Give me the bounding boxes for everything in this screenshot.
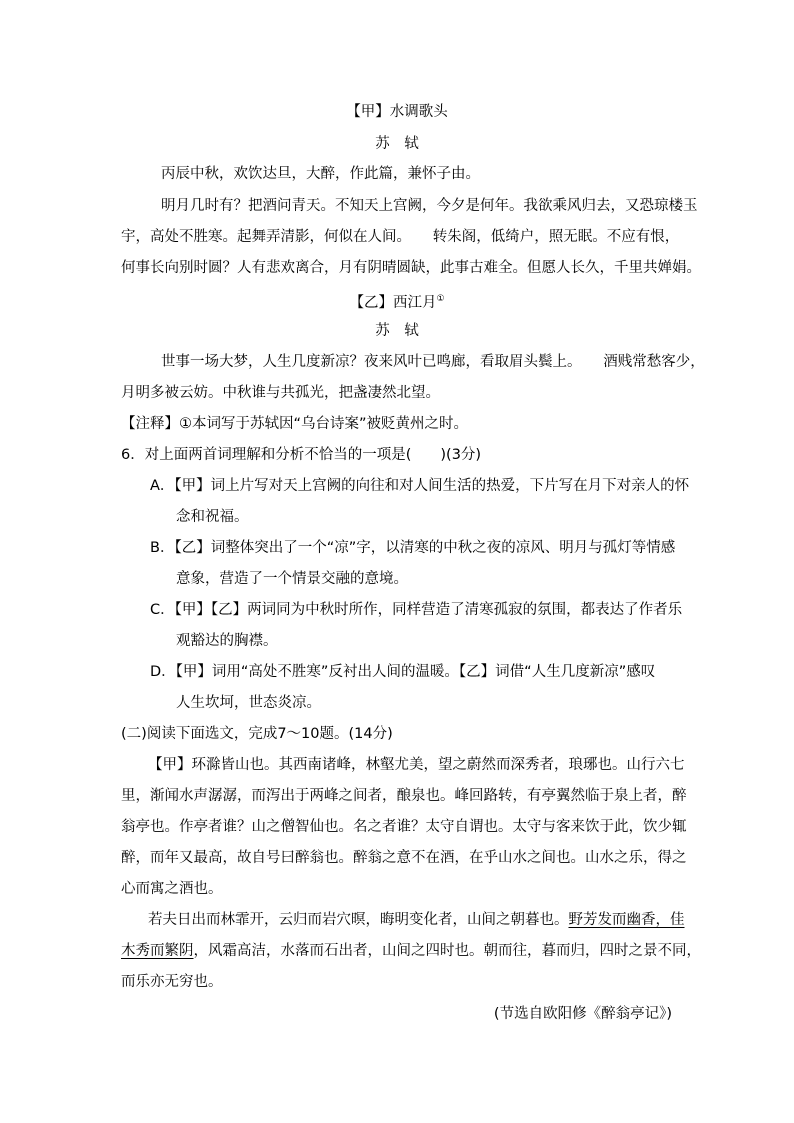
option-c: C．【甲】【乙】两词同为中秋时所作，同样营造了清寒孤寂的氛围，都表达了作者乐 bbox=[150, 602, 683, 618]
option-b-cont: 意象，营造了一个情景交融的意境。 bbox=[176, 571, 408, 587]
underlined-sentence: 木秀而繁阴 bbox=[121, 943, 194, 959]
option-a-cont: 念和祝福。 bbox=[176, 509, 249, 525]
option-c-cont: 观豁达的胸襟。 bbox=[176, 633, 278, 649]
poem-jia-line: 明月几时有？把酒问青天。不知天上宫阙，今夕是何年。我欲乘风归去，又恐琼楼玉 bbox=[161, 198, 698, 214]
poem-jia-preface: 丙辰中秋，欢饮达旦，大醉，作此篇，兼怀子由。 bbox=[161, 166, 480, 182]
poem-jia-line: 何事长向别时圆？人有悲欢离合，月有阴晴圆缺，此事古难全。但愿人长久，千里共婵娟。 bbox=[121, 260, 701, 276]
passage-line: 而乐亦无穷也。 bbox=[121, 974, 223, 990]
poem-yi-note-mark: ① bbox=[436, 294, 445, 304]
poem-jia-title: 【甲】水调歌头 bbox=[346, 104, 448, 120]
passage-line: 【甲】环滁皆山也。其西南诸峰，林壑尤美，望之蔚然而深秀者，琅琊也。山行六七 bbox=[148, 757, 685, 773]
annotation: 【注释】①本词写于苏轼因“乌台诗案”被贬黄州之时。 bbox=[121, 416, 469, 432]
poem-yi-title-text: 【乙】西江月 bbox=[349, 295, 437, 311]
poem-yi-line: 月明多被云妨。中秋谁与共孤光，把盏凄然北望。 bbox=[121, 385, 440, 401]
underlined-sentence: 野芳发而幽香，佳 bbox=[568, 912, 685, 928]
source-citation: (节选自欧阳修《醉翁亭记》) bbox=[493, 1006, 672, 1022]
poem-jia-line: 宇，高处不胜寒。起舞弄清影，何似在人间。 转朱阁，低绮户，照无眠。不应有恨， bbox=[121, 229, 680, 245]
poem-yi-title bbox=[0, 289, 794, 313]
passage-line bbox=[121, 941, 701, 961]
passage-line: 翁亭也。作亭者谁？山之僧智仙也。名之者谁？太守自谓也。太守与客来饮于此，饮少辄 bbox=[121, 819, 687, 835]
poem-yi-author: 苏 轼 bbox=[375, 323, 419, 339]
passage-text: ，风霜高洁，水落而石出者，山间之四时也。朝而往，暮而归，四时之景不同， bbox=[193, 943, 701, 959]
passage-line: 里，渐闻水声潺潺，而泻出于两峰之间者，酿泉也。峰回路转，有亭翼然临于泉上者，醉 bbox=[121, 788, 687, 804]
passage-line bbox=[148, 910, 685, 930]
section-2-heading: (二)阅读下面选文，完成7～10题。(14分) bbox=[121, 726, 393, 742]
poem-yi-line: 世事一场大梦，人生几度新凉？夜来风叶已鸣廊，看取眉头鬓上。 酒贱常愁客少， bbox=[161, 354, 705, 370]
option-b: B．【乙】词整体突出了一个“凉”字，以清寒的中秋之夜的凉风、明月与孤灯等情感 bbox=[150, 540, 676, 556]
question-6-stem: 6．对上面两首词理解和分析不恰当的一项是( )(3分) bbox=[121, 447, 482, 463]
option-a: A．【甲】词上片写对天上宫阙的向往和对人间生活的热爱，下片写在月下对亲人的怀 bbox=[150, 478, 690, 494]
passage-line: 心而寓之酒也。 bbox=[121, 881, 223, 897]
option-d: D．【甲】词用“高处不胜寒”反衬出人间的温暖。【乙】词借“人生几度新凉”感叹 bbox=[150, 664, 656, 680]
poem-jia-author: 苏 轼 bbox=[375, 136, 419, 152]
passage-line: 醉，而年又最高，故自号曰醉翁也。醉翁之意不在酒，在乎山水之间也。山水之乐，得之 bbox=[121, 850, 687, 866]
passage-text: 若夫日出而林霏开，云归而岩穴暝，晦明变化者，山间之朝暮也。 bbox=[148, 912, 569, 928]
option-d-cont: 人生坎坷，世态炎凉。 bbox=[176, 695, 321, 711]
